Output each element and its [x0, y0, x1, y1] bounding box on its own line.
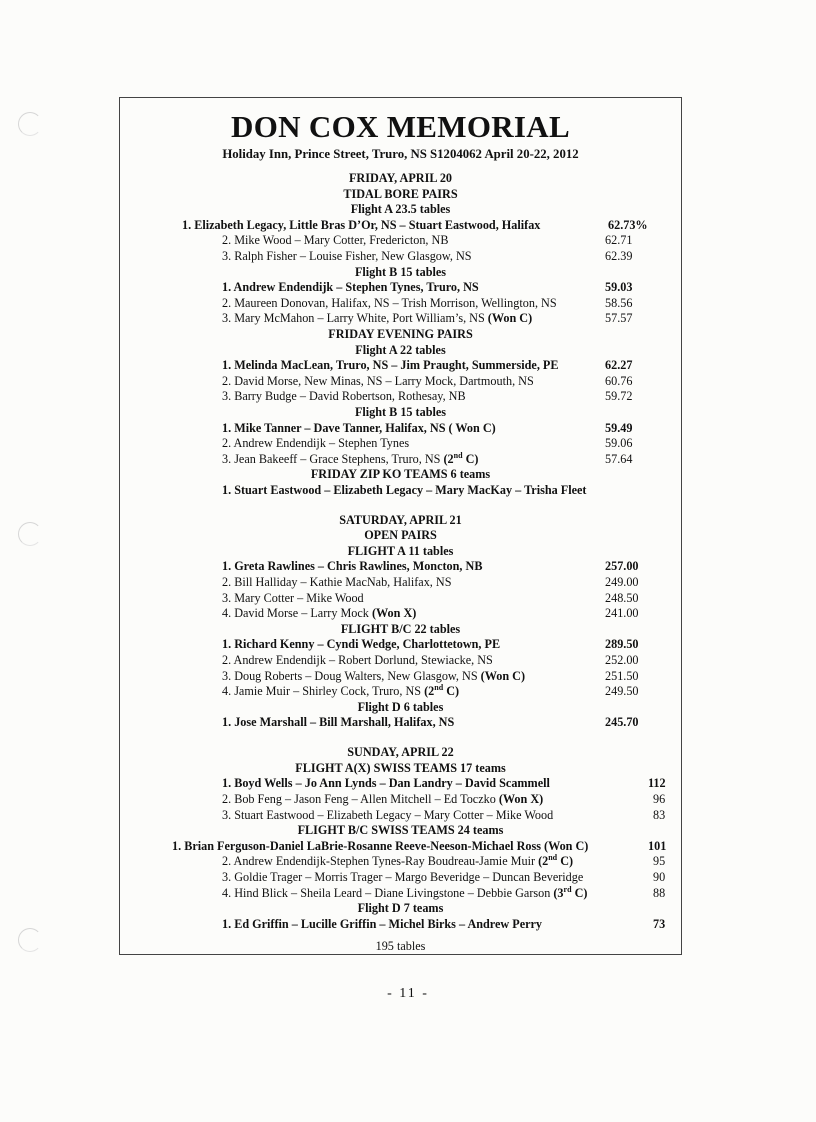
section-heading: FRIDAY, APRIL 20 [348, 171, 453, 185]
result-names: 2. Mike Wood – Mary Cotter, Fredericton, NB [222, 233, 449, 248]
result-score: 57.57 [605, 311, 633, 326]
result-names: 3. Mary McMahon – Larry White, Port William’s, NS (Won C) [222, 311, 533, 326]
result-score: 112 [648, 776, 666, 791]
total-tables: 195 tables [375, 939, 426, 953]
result-names: 3. Goldie Trager – Morris Trager – Margo Beveridge – Duncan Beveridge [222, 869, 584, 884]
result-names: 1. Andrew Endendijk – Stephen Tynes, Truro, NS [222, 280, 479, 295]
result-names: 1. Elizabeth Legacy, Little Bras D’Or, NS – Stuart Eastwood, Halifax [182, 217, 541, 232]
result-award: (2nd C) [424, 683, 460, 699]
result-award: (3rd C) [553, 884, 588, 900]
result-row [120, 714, 681, 730]
result-score: 249.50 [605, 684, 639, 699]
result-row [120, 885, 681, 901]
result-score: 59.49 [605, 420, 633, 435]
result-row [120, 869, 681, 885]
result-row [120, 807, 681, 823]
result-row [120, 451, 681, 467]
result-score: 88 [653, 885, 666, 900]
result-row [120, 295, 681, 311]
result-score: 62.39 [605, 249, 633, 263]
section-heading: FLIGHT A(X) SWISS TEAMS 17 teams [295, 760, 506, 775]
result-names: 1. Mike Tanner – Dave Tanner, Halifax, NS ( Won C) [222, 420, 496, 435]
result-names: 2. Bill Halliday – Kathie MacNab, Halifax, NS [222, 575, 452, 589]
result-row [120, 420, 681, 436]
result-score: 257.00 [605, 559, 639, 574]
result-names: 1. Richard Kenny – Cyndi Wedge, Charlottetown, PE [222, 637, 501, 652]
result-score: 83 [653, 807, 666, 822]
section-heading: OPEN PAIRS [364, 528, 437, 543]
results-frame [119, 97, 682, 955]
result-row [120, 310, 681, 326]
result-score: 90 [653, 869, 666, 884]
result-names: 2. Maureen Donovan, Halifax, NS – Trish Morrison, Wellington, NS [222, 295, 557, 310]
section-heading: FRIDAY EVENING PAIRS [328, 327, 473, 341]
result-score: 62.71 [605, 233, 633, 248]
result-names: 2. Andrew Endendijk – Robert Dorlund, Stewiacke, NS [222, 653, 493, 667]
result-score: 249.00 [605, 575, 639, 589]
result-names: 1. Jose Marshall – Bill Marshall, Halifax, NS [222, 715, 455, 730]
result-score: 59.03 [605, 280, 633, 295]
result-row [120, 668, 681, 684]
result-score: 251.50 [605, 668, 639, 683]
result-row [120, 605, 681, 621]
result-award: (Won C) [480, 668, 526, 683]
result-names: 1. Ed Griffin – Lucille Griffin – Michel Birks – Andrew Perry [222, 916, 543, 931]
result-row [120, 279, 681, 295]
binder-hole [18, 112, 42, 136]
section-heading: Flight B 15 tables [354, 264, 447, 279]
section-heading: Flight A 22 tables [355, 342, 446, 357]
result-row [120, 248, 681, 264]
section-heading: Flight D 7 teams [357, 901, 444, 916]
result-names: 4. Jamie Muir – Shirley Cock, Truro, NS (2nd C) [222, 683, 460, 699]
result-row [120, 482, 681, 498]
result-award: (2nd C) [443, 450, 479, 466]
section-heading: Flight A 23.5 tables [350, 202, 451, 217]
result-names: 1. Boyd Wells – Jo Ann Lynds – Dan Landry – David Scammell [222, 776, 550, 791]
result-row [120, 838, 681, 854]
result-names: 4. Hind Blick – Sheila Leard – Diane Livingstone – Debbie Garson (3rd C) [222, 884, 588, 900]
result-row [120, 574, 681, 590]
result-names: 1. Melinda MacLean, Truro, NS – Jim Praught, Summerside, PE [222, 358, 559, 373]
result-names: 2. David Morse, New Minas, NS – Larry Mock, Dartmouth, NS [222, 373, 534, 388]
result-row [120, 916, 681, 932]
result-award: (Won X) [498, 791, 544, 806]
result-names: 3. Stuart Eastwood – Elizabeth Legacy – Mary Cotter – Mike Wood [222, 807, 554, 822]
result-names: 3. Mary Cotter – Mike Wood [222, 590, 364, 605]
result-row [120, 217, 681, 233]
result-row [120, 558, 681, 574]
result-score: 245.70 [605, 715, 639, 730]
result-score: 62.27 [605, 358, 633, 373]
result-names: 4. David Morse – Larry Mock (Won X) [222, 606, 417, 621]
result-names: 2. Andrew Endendijk-Stephen Tynes-Ray Boudreau-Jamie Muir (2nd C) [222, 853, 574, 869]
result-names: 1. Stuart Eastwood – Elizabeth Legacy – Mary MacKay – Trisha Fleet [222, 483, 587, 497]
event-subtitle: Holiday Inn, Prince Street, Truro, NS S1204062 April 20-22, 2012 [222, 147, 579, 161]
binder-hole [18, 928, 42, 952]
section-heading: FLIGHT A 11 tables [347, 543, 454, 558]
result-score: 73 [653, 916, 666, 931]
result-score: 241.00 [605, 606, 639, 621]
result-names: 1. Greta Rawlines – Chris Rawlines, Moncton, NB [222, 559, 483, 574]
result-score: 62.73% [608, 217, 648, 232]
result-score: 248.50 [605, 590, 639, 605]
result-names: 3. Jean Bakeeff – Grace Stephens, Truro, NS (2nd C) [222, 450, 479, 466]
result-row [120, 357, 681, 373]
result-row [120, 636, 681, 652]
result-score: 289.50 [605, 637, 639, 652]
page-title: DON COX MEMORIAL [231, 109, 570, 144]
section-heading: Flight D 6 tables [357, 699, 444, 714]
section-heading: Flight B 15 tables [354, 405, 447, 419]
result-score: 59.72 [605, 389, 633, 404]
section-heading: SATURDAY, APRIL 21 [339, 512, 462, 527]
result-score: 96 [653, 791, 666, 806]
result-row [120, 388, 681, 404]
section-heading: FLIGHT B/C 22 tables [340, 621, 461, 636]
result-score: 101 [648, 838, 667, 853]
result-row [120, 373, 681, 389]
result-row [120, 791, 681, 807]
result-row [120, 435, 681, 451]
result-names: 3. Doug Roberts – Doug Walters, New Glasgow, NS (Won C) [222, 668, 526, 683]
result-score: 59.06 [605, 436, 633, 451]
section-heading: FRIDAY ZIP KO TEAMS 6 teams [310, 467, 491, 482]
section-heading: TIDAL BORE PAIRS [343, 186, 458, 201]
result-score: 57.64 [605, 451, 633, 466]
result-row [120, 232, 681, 248]
result-score: 95 [653, 854, 666, 869]
result-score: 58.56 [605, 295, 633, 310]
binder-hole [18, 522, 42, 546]
result-score: 60.76 [605, 373, 633, 388]
result-names: 2. Andrew Endendijk – Stephen Tynes [222, 436, 410, 451]
result-names: 3. Ralph Fisher – Louise Fisher, New Glasgow, NS [222, 249, 472, 263]
result-row [120, 775, 681, 791]
page-number: - 11 - [387, 986, 429, 1001]
result-award: (2nd C) [538, 853, 574, 869]
result-award: (Won X) [371, 606, 417, 621]
result-row [120, 652, 681, 668]
result-row [120, 590, 681, 606]
result-names: 1. Brian Ferguson-Daniel LaBrie-Rosanne Reeve-Neeson-Michael Ross (Won C) [172, 838, 589, 853]
section-heading: SUNDAY, APRIL 22 [347, 745, 454, 760]
section-heading: FLIGHT B/C SWISS TEAMS 24 teams [297, 823, 504, 838]
result-row [120, 683, 681, 699]
result-names: 3. Barry Budge – David Robertson, Rothesay, NB [222, 389, 466, 404]
result-names: 2. Bob Feng – Jason Feng – Allen Mitchell – Ed Toczko (Won X) [222, 791, 544, 806]
result-row [120, 853, 681, 869]
result-award: (Won C) [487, 311, 533, 326]
result-score: 252.00 [605, 653, 639, 667]
